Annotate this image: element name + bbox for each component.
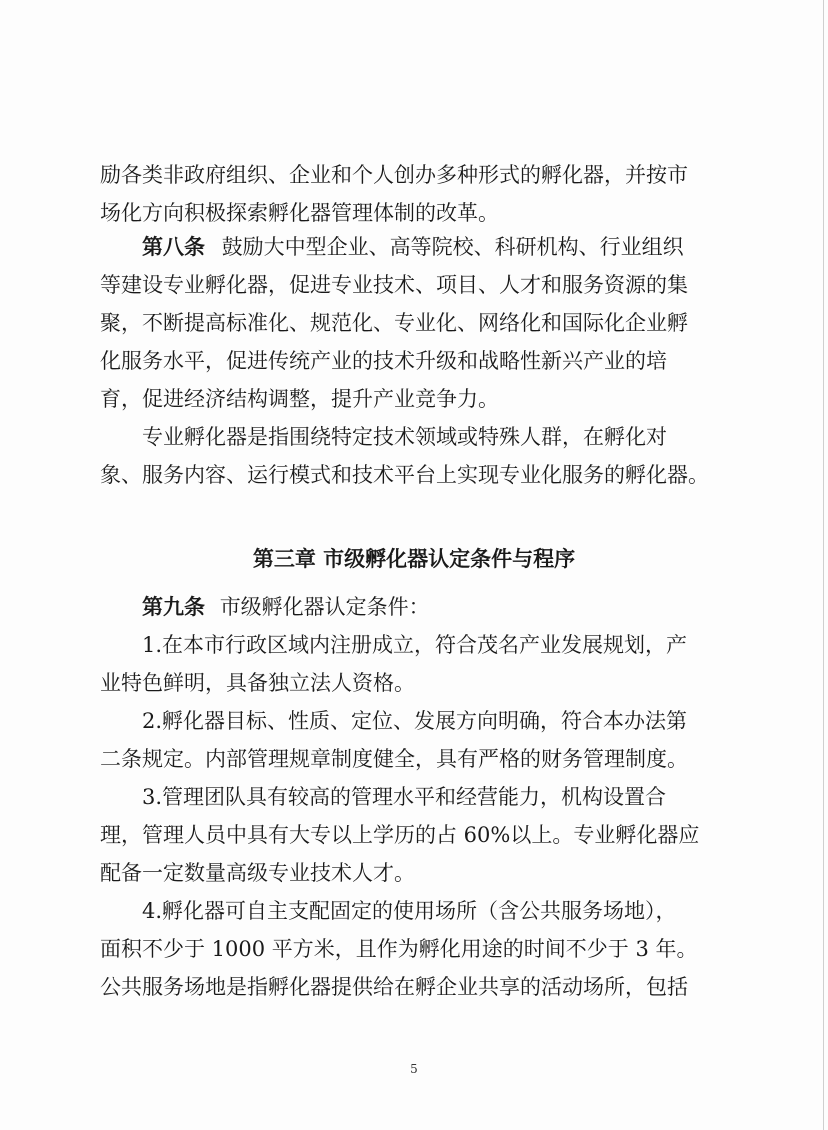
text-line: 2.孵化器目标、性质、定位、发展方向明确，符合本办法第	[142, 709, 688, 733]
page-number: 5	[410, 1062, 418, 1076]
text-line: 场化方向积极探索孵化器管理体制的改革。	[100, 201, 499, 225]
text-line: 市级孵化器认定条件：	[219, 595, 430, 619]
text-line: 等建设专业孵化器，促进专业技术、项目、人才和服务资源的集	[100, 273, 688, 297]
text-line: 配备一定数量高级专业技术人才。	[100, 861, 415, 885]
text-line: 二条规定。内部管理规章制度健全，具有严格的财务管理制度。	[100, 747, 688, 771]
text-line: 4.孵化器可自主支配固定的使用场所（含公共服务场地），	[142, 899, 677, 923]
chapter-heading: 第三章 市级孵化器认定条件与程序	[252, 547, 576, 571]
article-9-label: 第九条	[142, 595, 205, 619]
text-line: 公共服务场地是指孵化器提供给在孵企业共享的活动场所，包括	[100, 975, 688, 999]
text-line: 业特色鲜明，具备独立法人资格。	[100, 671, 415, 695]
text-line: 1.在本市行政区域内注册成立，符合茂名产业发展规划，产	[142, 633, 688, 657]
text-line: 聚，不断提高标准化、规范化、专业化、网络化和国际化企业孵	[100, 311, 688, 335]
text-line: 化服务水平，促进传统产业的技术升级和战略性新兴产业的培	[100, 349, 667, 373]
text-line: 象、服务内容、运行模式和技术平台上实现专业化服务的孵化器。	[100, 463, 709, 487]
text-line: 理，管理人员中具有大专以上学历的占 60%以上。专业孵化器应	[100, 823, 700, 847]
text-line: 专业孵化器是指围绕特定技术领域或特殊人群，在孵化对	[142, 425, 667, 449]
text-line: 3.管理团队具有较高的管理水平和经营能力，机构设置合	[142, 785, 667, 809]
article-8-label: 第八条	[142, 235, 205, 259]
text-line: 励各类非政府组织、企业和个人创办多种形式的孵化器，并按市	[100, 163, 688, 187]
text-line: 育，促进经济结构调整，提升产业竞争力。	[100, 387, 499, 411]
text-line: 面积不少于 1000 平方米，且作为孵化用途的时间不少于 3 年。	[100, 937, 698, 961]
text-line: 鼓励大中型企业、高等院校、科研机构、行业组织	[221, 235, 684, 259]
